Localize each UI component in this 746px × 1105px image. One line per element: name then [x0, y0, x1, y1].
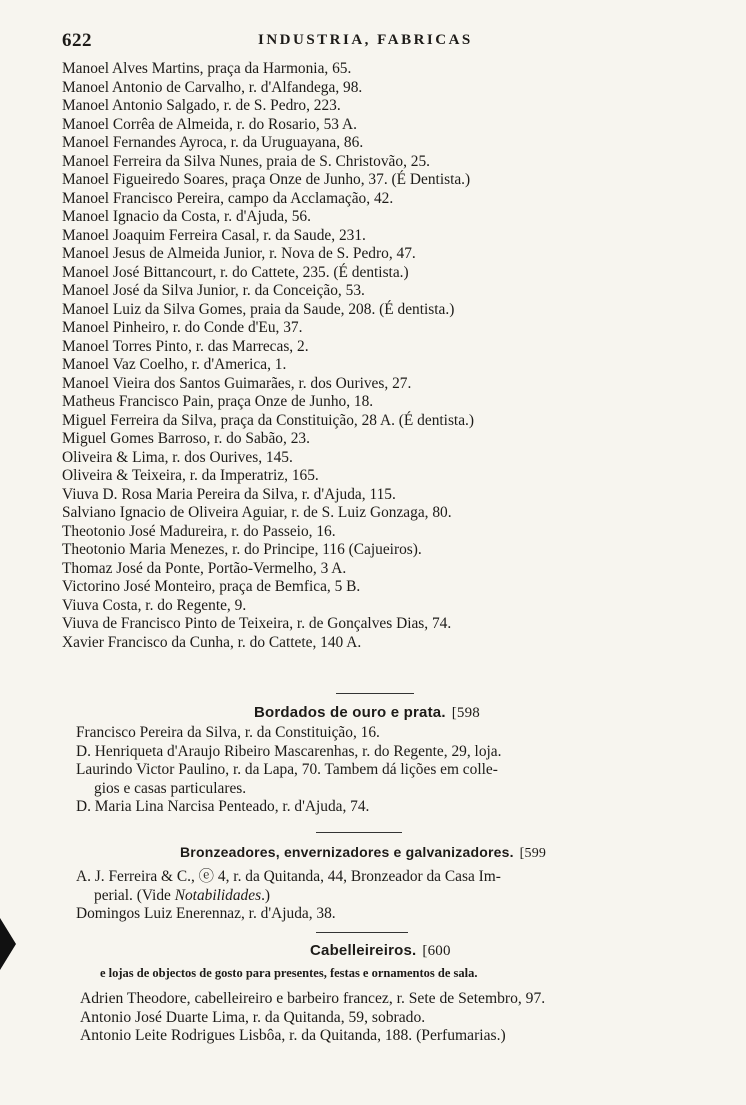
- list-item: Antonio Leite Rodrigues Lisbôa, r. da Quitanda, 188. (Perfumarias.): [80, 1027, 506, 1044]
- list-item: Manoel Ferreira da Silva Nunes, praia de S. Christovão, 25.: [62, 152, 431, 170]
- list-item: Manoel Pinheiro, r. do Conde d'Eu, 37.: [62, 319, 303, 336]
- list-item: Salviano Ignacio de Oliveira Aguiar, r. de S. Luiz Gonzaga, 80.: [62, 504, 452, 521]
- list-item: Viuva Costa, r. do Regente, 9.: [62, 596, 247, 614]
- list-item: Manoel Vaz Coelho, r. d'America, 1.: [62, 356, 287, 373]
- list-item-continuation: gios e casas particulares.: [94, 779, 247, 797]
- section-entries: [76, 868, 706, 924]
- list-item: D. Maria Lina Narcisa Penteado, r. d'Ajuda, 74.: [76, 798, 370, 815]
- entry-list: [62, 60, 702, 652]
- list-item: Manoel Luiz da Silva Gomes, praia da Saude, 208. (É dentista.): [62, 300, 455, 318]
- list-item: Manoel Alves Martins, praça da Harmonia, 65.: [62, 60, 352, 77]
- list-item: Manoel Joaquim Ferreira Casal, r. da Saude, 231.: [62, 226, 366, 244]
- section-code: [599: [519, 846, 547, 861]
- list-item: Manoel Fernandes Ayroca, r. da Uruguayana, 86.: [62, 134, 364, 151]
- reference-text: perial. (Vide: [94, 886, 175, 904]
- page-header: [62, 30, 702, 54]
- list-item: Matheus Francisco Pain, praça Onze de Junho, 18.: [62, 393, 374, 410]
- page-edge-mark: [0, 918, 16, 970]
- running-head: INDUSTRIA, FABRICAS: [258, 32, 473, 48]
- reference-italic: Notabilidades: [174, 886, 262, 904]
- list-item: Manoel Antonio de Carvalho, r. d'Alfandega, 98.: [62, 78, 363, 96]
- list-item: Adrien Theodore, cabelleireiro e barbeiro francez, r. Sete de Setembro, 97.: [80, 990, 546, 1007]
- list-item: Oliveira & Teixeira, r. da Imperatriz, 165.: [62, 467, 319, 484]
- list-item: Francisco Pereira da Silva, r. da Constituição, 16.: [76, 724, 380, 741]
- list-item: Antonio José Duarte Lima, r. da Quitanda, 59, sobrado.: [80, 1008, 426, 1026]
- list-item: Viuva de Francisco Pinto de Teixeira, r. de Gonçalves Dias, 74.: [62, 615, 452, 632]
- section-entries: [76, 724, 706, 817]
- list-item: Theotonio José Madureira, r. do Passeio, 16.: [62, 522, 336, 540]
- list-item: Thomaz José da Ponte, Portão-Vermelho, 3 A.: [62, 559, 347, 577]
- list-item: Manoel José da Silva Junior, r. da Conceição, 53.: [62, 282, 365, 299]
- list-item: Miguel Gomes Barroso, r. do Sabão, 23.: [62, 430, 310, 447]
- section-title: Bronzeadores, envernizadores e galvanizadores.: [180, 844, 514, 860]
- section-divider: [316, 932, 408, 933]
- list-item: A. J. Ferreira & C., ⓔ 4, r. da Quitanda, 44, Bronzeador da Casa Im-: [76, 868, 501, 885]
- list-item: Laurindo Victor Paulino, r. da Lapa, 70. Tambem dá lições em colle-: [76, 761, 498, 778]
- list-item: Manoel Ignacio da Costa, r. d'Ajuda, 56.: [62, 208, 311, 225]
- list-item: Manoel Antonio Salgado, r. de S. Pedro, 223.: [62, 97, 341, 114]
- list-item: Miguel Ferreira da Silva, praça da Constituição, 28 A. (É dentista.): [62, 411, 475, 429]
- section-code: [598: [451, 705, 480, 721]
- section-title: Cabelleireiros.: [310, 942, 417, 959]
- list-item: Theotonio Maria Menezes, r. do Principe, 116 (Cajueiros).: [62, 541, 422, 558]
- section-divider: [316, 832, 402, 833]
- list-item-continuation: [76, 887, 706, 906]
- section-divider: [336, 693, 414, 694]
- list-item: Victorino José Monteiro, praça de Bemfica, 5 B.: [62, 578, 361, 595]
- list-item: Manoel Francisco Pereira, campo da Acclamação, 42.: [62, 189, 394, 207]
- section-heading: [310, 942, 451, 960]
- list-item: Oliveira & Lima, r. dos Ourives, 145.: [62, 448, 293, 466]
- list-item: D. Henriqueta d'Araujo Ribeiro Mascarenhas, r. do Regente, 29, loja.: [76, 742, 502, 760]
- section-heading: [254, 704, 480, 722]
- section-heading: [180, 844, 546, 862]
- list-item: Manoel Vieira dos Santos Guimarães, r. dos Ourives, 27.: [62, 374, 412, 392]
- list-item: Manoel Corrêa de Almeida, r. do Rosario, 53 A.: [62, 115, 357, 133]
- list-item: Domingos Luiz Enerennaz, r. d'Ajuda, 38.: [76, 905, 336, 922]
- list-item: Manoel Jesus de Almeida Junior, r. Nova de S. Pedro, 47.: [62, 245, 416, 262]
- list-item: Viuva D. Rosa Maria Pereira da Silva, r. d'Ajuda, 115.: [62, 485, 396, 503]
- reference-close: .): [261, 886, 271, 904]
- section-title: Bordados de ouro e prata.: [254, 704, 446, 721]
- section-entries: [80, 990, 710, 1046]
- section-code: [600: [422, 943, 451, 959]
- page-number: 622: [62, 30, 92, 51]
- list-item: Xavier Francisco da Cunha, r. do Cattete, 140 A.: [62, 633, 362, 651]
- section-subtitle: e lojas de objectos de gosto para presentes, festas e ornamentos de sala.: [100, 966, 478, 980]
- list-item: Manoel José Bittancourt, r. do Cattete, 235. (É dentista.): [62, 263, 409, 281]
- list-item: Manoel Torres Pinto, r. das Marrecas, 2.: [62, 337, 309, 355]
- list-item: Manoel Figueiredo Soares, praça Onze de Junho, 37. (É Dentista.): [62, 171, 471, 188]
